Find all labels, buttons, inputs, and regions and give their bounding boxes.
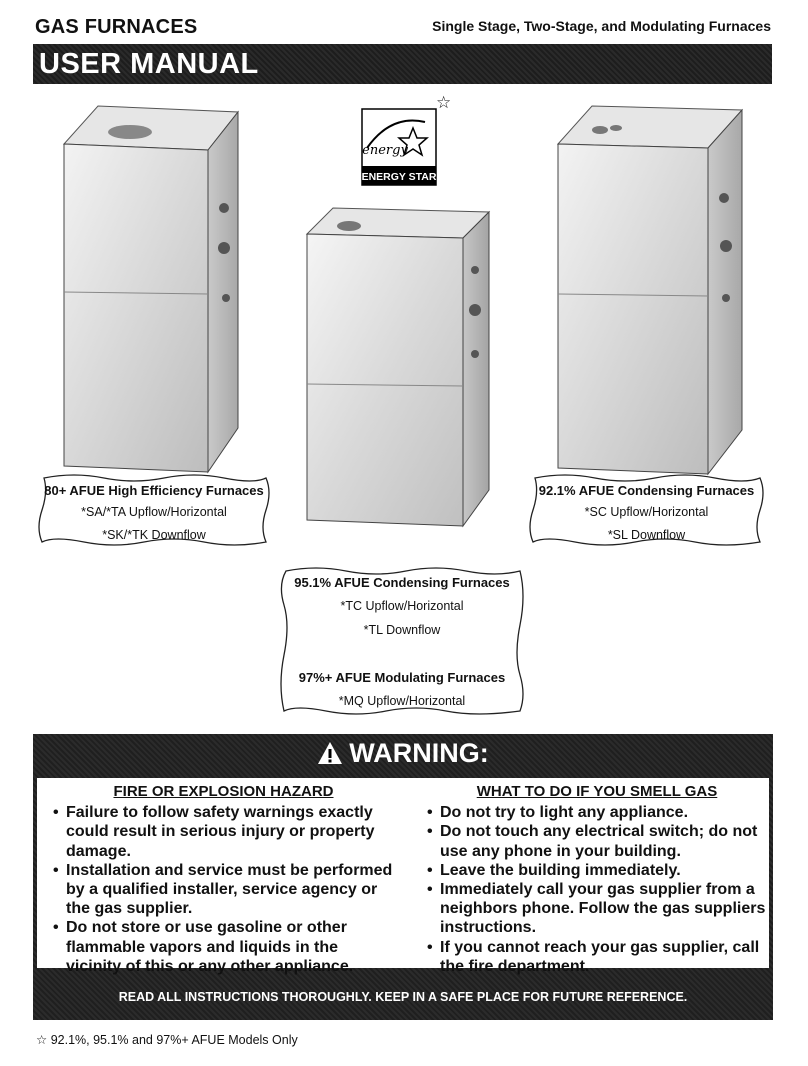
warning-item: • Do not try to light any appliance. [425, 803, 769, 822]
callout-right-line: *SC Upflow/Horizontal [584, 505, 709, 519]
warning-right-column [425, 782, 769, 976]
callout-center [276, 565, 528, 717]
callout-center-line: *TC Upflow/Horizontal [340, 599, 464, 613]
furnace-illustration-right [552, 98, 748, 478]
callout-left-heading: 80+ AFUE High Efficiency Furnaces [44, 483, 264, 498]
callout-left-line: *SA/*TA Upflow/Horizontal [81, 505, 227, 519]
warning-item: • Installation and service must be performed by a qualified installer, service agency or the gas supplier. [51, 861, 396, 919]
star-marker: ☆ [436, 93, 452, 112]
callout-left [34, 472, 274, 550]
callout-left-line: *SK/*TK Downflow [102, 528, 206, 542]
callout-right [525, 472, 768, 550]
warning-item: • Do not store or use gasoline or other flammable vapors and liquids in the vicinity of this or any other appliance. [51, 918, 396, 976]
footnote-text: 92.1%, 95.1% and 97%+ AFUE Models Only [50, 1033, 298, 1047]
banner-text: USER MANUAL [39, 48, 259, 80]
warning-item: • Leave the building immediately. [425, 861, 769, 880]
footnote [36, 1032, 298, 1047]
callout-center-line: *TL Downflow [363, 623, 441, 637]
warning-item: • Do not touch any electrical switch; do not use any phone in your building. [425, 822, 769, 860]
warning-item: • Failure to follow safety warnings exactly could result in serious injury or property damage. [51, 803, 396, 861]
warning-content [37, 778, 769, 975]
warning-title [33, 738, 773, 769]
callout-center-heading: 95.1% AFUE Condensing Furnaces [294, 575, 510, 590]
furnace-illustration-left [58, 98, 242, 476]
warning-triangle-icon [317, 741, 343, 765]
document-subtitle: Single Stage, Two-Stage, and Modulating Furnaces [432, 18, 771, 34]
callout-center-line: *MQ Upflow/Horizontal [338, 694, 466, 708]
footnote-star-icon: ☆ [36, 1033, 48, 1047]
warning-footer: READ ALL INSTRUCTIONS THOROUGHLY. KEEP IN A SAFE PLACE FOR FUTURE REFERENCE. [118, 990, 688, 1004]
warning-box [33, 734, 773, 1020]
smell-gas-heading: WHAT TO DO IF YOU SMELL GAS [476, 783, 718, 800]
furnace-illustration-center [303, 204, 493, 530]
warning-title-text: WARNING: [349, 738, 489, 768]
callout-center-heading: 97%+ AFUE Modulating Furnaces [298, 670, 506, 685]
user-manual-banner [33, 44, 772, 84]
fire-hazard-heading: FIRE OR EXPLOSION HAZARD [113, 783, 334, 800]
document-title: GAS FURNACES [35, 16, 198, 38]
callout-right-line: *SL Downflow [607, 528, 686, 542]
warning-item: • Immediately call your gas supplier from a neighbors phone. Follow the gas suppliers instructions. [425, 880, 769, 938]
warning-item: • If you cannot reach your gas supplier, call the fire department. [425, 938, 769, 976]
energy-star-logo [361, 108, 437, 186]
warning-left-column [51, 782, 396, 976]
callout-right-heading: 92.1% AFUE Condensing Furnaces [538, 483, 755, 498]
energy-script: energy [362, 143, 408, 158]
energy-star-label: ENERGY STAR [361, 171, 437, 183]
